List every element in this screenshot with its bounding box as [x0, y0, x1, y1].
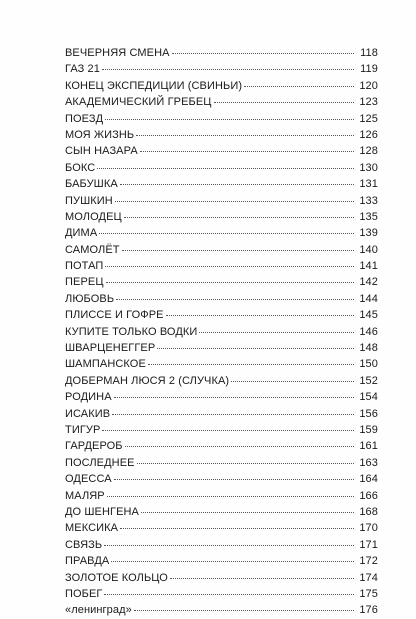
toc-dot-leader — [102, 430, 354, 431]
toc-entry — [65, 291, 378, 307]
toc-entry-page-number: 139 — [359, 227, 378, 240]
toc-entry-title: СВЯЗЬ — [65, 538, 103, 551]
toc-entry-page-number: 172 — [359, 555, 378, 568]
toc-entry — [65, 94, 378, 110]
toc-entry-title: ДИМА — [65, 227, 98, 240]
toc-entry-title: МОЯ ЖИЗНЬ — [65, 128, 135, 141]
toc-entry — [65, 455, 378, 471]
toc-entry-title: ПОБЕГ — [65, 587, 103, 600]
toc-entry-page-number: 142 — [359, 276, 378, 289]
toc-entry — [65, 176, 378, 192]
toc-entry — [65, 373, 378, 389]
toc-entry-page-number: 148 — [359, 342, 378, 355]
toc-entry-page-number: 163 — [359, 456, 378, 469]
toc-entry — [65, 78, 378, 94]
toc-dot-leader — [157, 348, 354, 349]
toc-entry — [65, 422, 378, 438]
toc-dot-leader — [170, 578, 354, 579]
toc-entry-page-number: 119 — [360, 63, 378, 76]
toc-entry-page-number: 145 — [359, 309, 378, 322]
toc-dot-leader — [140, 151, 354, 152]
toc-entry — [65, 143, 378, 159]
toc-dot-leader — [148, 364, 354, 365]
toc-entry-title: ИСАКИВ — [65, 407, 111, 420]
toc-entry — [65, 258, 378, 274]
toc-entry — [65, 307, 378, 323]
toc-dot-leader — [172, 53, 354, 54]
toc-entry-title: МАЛЯР — [65, 489, 105, 502]
toc-entry-page-number: 171 — [359, 538, 378, 551]
toc-entry-page-number: 144 — [359, 292, 378, 305]
toc-entry-title: ГАЗ 21 — [65, 63, 100, 76]
toc-entry-title: ДОБЕРМАН ЛЮСЯ 2 (СЛУЧКА) — [65, 374, 230, 387]
toc-entry-title: ПОТАП — [65, 260, 104, 273]
toc-dot-leader — [104, 545, 354, 546]
toc-entry — [65, 504, 378, 520]
toc-entry-page-number: 130 — [359, 161, 378, 174]
toc-entry — [65, 406, 378, 422]
toc-dot-leader — [105, 266, 354, 267]
toc-entry-page-number: 133 — [359, 194, 378, 207]
toc-entry — [65, 520, 378, 536]
toc-entry-page-number: 125 — [359, 112, 378, 125]
toc-entry — [65, 160, 378, 176]
toc-entry-title: ГАРДЕРОБ — [65, 440, 123, 453]
toc-dot-leader — [120, 184, 354, 185]
toc-entry-page-number: 126 — [359, 128, 378, 141]
toc-dot-leader — [124, 217, 354, 218]
toc-dot-leader — [99, 233, 354, 234]
toc-entry-page-number: 175 — [359, 587, 378, 600]
toc-dot-leader — [199, 332, 354, 333]
toc-entry-title: ПРАВДА — [65, 555, 110, 568]
toc-entry-page-number: 120 — [359, 79, 378, 92]
toc-dot-leader — [102, 69, 354, 70]
toc-entry-page-number: 168 — [359, 505, 378, 518]
toc-entry-page-number: 174 — [359, 571, 378, 584]
toc-entry-page-number: 176 — [359, 604, 378, 617]
toc-entry-page-number: 140 — [359, 243, 378, 256]
toc-dot-leader — [114, 479, 354, 480]
toc-entry-page-number: 159 — [359, 423, 378, 436]
toc-entry-page-number: 135 — [359, 210, 378, 223]
toc-entry — [65, 127, 378, 143]
toc-dot-leader — [125, 446, 354, 447]
toc-entry-title: ПЕРЕЦ — [65, 276, 104, 289]
table-of-contents — [65, 45, 378, 619]
toc-entry-page-number: 164 — [359, 473, 378, 486]
toc-entry — [65, 586, 378, 602]
toc-dot-leader — [112, 414, 354, 415]
toc-dot-leader — [107, 496, 354, 497]
toc-entry-title: ПОСЛЕДНЕЕ — [65, 456, 135, 469]
toc-entry — [65, 111, 378, 127]
toc-entry-title: БОКС — [65, 161, 96, 174]
toc-entry — [65, 209, 378, 225]
toc-dot-leader — [120, 528, 354, 529]
toc-dot-leader — [166, 315, 354, 316]
toc-dot-leader — [106, 282, 354, 283]
toc-entry-page-number: 131 — [359, 178, 378, 191]
toc-entry — [65, 340, 378, 356]
toc-entry-title: ШВАРЦЕНЕГГЕР — [65, 342, 156, 355]
toc-entry-title: КУПИТЕ ТОЛЬКО ВОДКИ — [65, 325, 198, 338]
toc-dot-leader — [244, 86, 354, 87]
toc-dot-leader — [137, 463, 354, 464]
toc-entry-title: ОДЕССА — [65, 473, 112, 486]
toc-entry — [65, 537, 378, 553]
toc-dot-leader — [214, 102, 354, 103]
toc-dot-leader — [116, 299, 354, 300]
toc-entry-page-number: 161 — [359, 440, 378, 453]
toc-dot-leader — [104, 594, 354, 595]
toc-entry — [65, 356, 378, 372]
toc-entry-page-number: 118 — [360, 47, 378, 59]
toc-entry-title: СЫН НАЗАРА — [65, 145, 138, 158]
toc-entry-title: МОЛОДЕЦ — [65, 210, 122, 223]
toc-entry — [65, 553, 378, 569]
toc-dot-leader — [134, 610, 354, 611]
toc-entry-page-number: 123 — [359, 96, 378, 109]
toc-entry-title: ТИГУР — [65, 423, 101, 436]
toc-dot-leader — [231, 381, 354, 382]
toc-entry — [65, 389, 378, 405]
toc-dot-leader — [105, 119, 354, 120]
toc-dot-leader — [114, 397, 354, 398]
toc-entry-title: ЗОЛОТОЕ КОЛЬЦО — [65, 571, 168, 584]
toc-entry-title: МЕКСИКА — [65, 522, 119, 535]
toc-entry-title: ШАМПАНСКОЕ — [65, 358, 146, 371]
toc-entry-title: КОНЕЦ ЭКСПЕДИЦИИ (СВИНЬИ) — [65, 79, 243, 92]
toc-entry — [65, 193, 378, 209]
toc-entry-title: ЛЮБОВЬ — [65, 292, 115, 305]
toc-entry-title: ПЛИССЕ И ГОФРЕ — [65, 309, 164, 322]
toc-entry — [65, 602, 378, 618]
toc-dot-leader — [122, 250, 354, 251]
toc-entry — [65, 570, 378, 586]
toc-dot-leader — [136, 135, 354, 136]
toc-dot-leader — [97, 168, 354, 169]
toc-entry-page-number: 150 — [359, 358, 378, 371]
toc-entry-page-number: 141 — [359, 260, 378, 273]
toc-entry — [65, 438, 378, 454]
toc-entry — [65, 45, 378, 61]
toc-dot-leader — [111, 561, 354, 562]
toc-entry-title: ПОЕЗД — [65, 112, 104, 125]
toc-dot-leader — [141, 512, 354, 513]
toc-entry-title: ВЕЧЕРНЯЯ СМЕНА — [65, 47, 170, 59]
toc-entry — [65, 488, 378, 504]
toc-entry-title: РОДИНА — [65, 391, 112, 404]
toc-entry — [65, 471, 378, 487]
toc-entry-page-number: 170 — [359, 522, 378, 535]
toc-entry-title: ПУШКИН — [65, 194, 113, 207]
toc-entry-title: «ленинград» — [65, 604, 132, 617]
toc-entry-page-number: 128 — [359, 145, 378, 158]
toc-entry-title: ДО ШЕНГЕНА — [65, 505, 139, 518]
toc-entry-page-number: 156 — [359, 407, 378, 420]
toc-entry — [65, 61, 378, 77]
toc-entry-title: САМОЛЁТ — [65, 243, 120, 256]
toc-entry — [65, 274, 378, 290]
toc-entry-page-number: 146 — [359, 325, 378, 338]
toc-entry — [65, 324, 378, 340]
toc-entry-title: БАБУШКА — [65, 178, 118, 191]
toc-entry-page-number: 166 — [359, 489, 378, 502]
toc-entry-title: АКАДЕМИЧЕСКИЙ ГРЕБЕЦ — [65, 96, 212, 109]
toc-entry-page-number: 154 — [359, 391, 378, 404]
toc-entry-page-number: 152 — [359, 374, 378, 387]
toc-entry — [65, 225, 378, 241]
toc-entry — [65, 242, 378, 258]
toc-dot-leader — [115, 201, 354, 202]
